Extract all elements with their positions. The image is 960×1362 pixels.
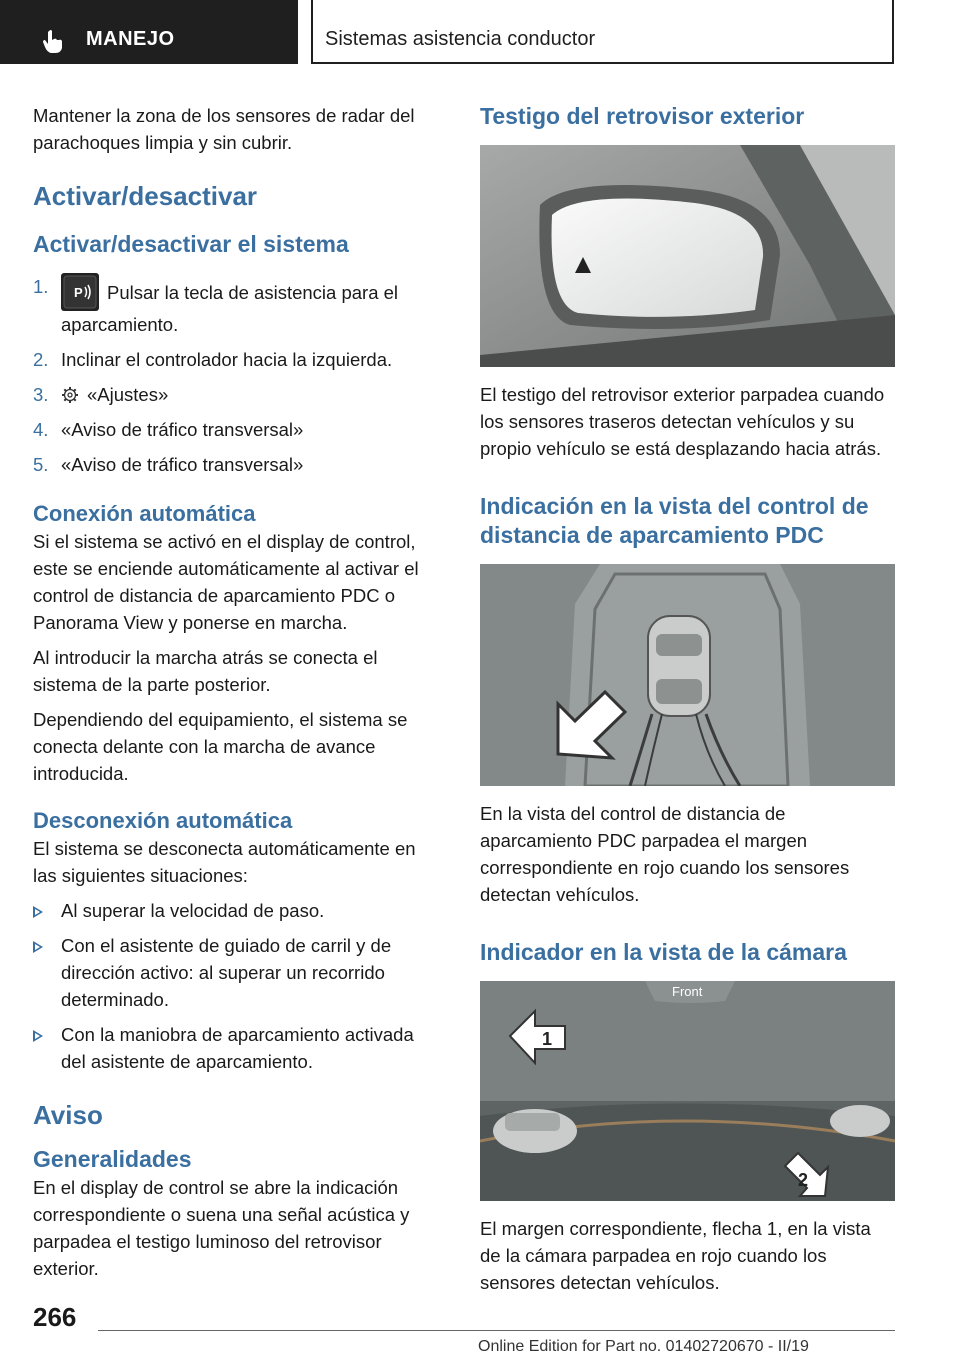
camara-paragraph: El margen correspondiente, flecha 1, en la vista de la cámara parpadea en rojo cuando los sensores detectan vehículos. bbox=[480, 1218, 871, 1293]
bullet-item: Al superar la velocidad de paso. bbox=[33, 897, 441, 924]
pdc-view-image bbox=[480, 564, 895, 786]
triangle-bullet-icon bbox=[33, 1030, 43, 1042]
testigo-paragraph: El testigo del retrovisor exterior parpadea cuando los sensores traseros detectan vehículos y su propio vehículo se está desplazando hacia atrás. bbox=[480, 384, 885, 459]
camera-view-image bbox=[480, 981, 895, 1201]
heading-conexion: Conexión automática bbox=[33, 501, 256, 526]
heading-activar-sistema: Activar/desactivar el sistema bbox=[33, 231, 349, 257]
svg-text:1: 1 bbox=[542, 1029, 553, 1049]
heading-camara: Indicador en la vista de la cámara bbox=[480, 939, 847, 965]
right-column bbox=[480, 102, 895, 1296]
step-item: 1. P Pulsar la tecla de asistencia para el aparcamiento. bbox=[33, 273, 441, 338]
section-title: MANEJO bbox=[86, 28, 175, 50]
heading-activar: Activar/desactivar bbox=[33, 181, 258, 211]
svg-text:2: 2 bbox=[798, 1170, 809, 1190]
heading-aviso: Aviso bbox=[33, 1100, 103, 1130]
parking-assist-key-icon bbox=[61, 273, 99, 311]
desconexion-paragraph: El sistema se desconecta automáticamente en las siguientes situaciones: bbox=[33, 838, 416, 886]
bullet-list bbox=[33, 897, 441, 1075]
step-item: 4. «Aviso de tráfico transversal» bbox=[33, 419, 304, 440]
camera-front-label: Front bbox=[672, 984, 703, 999]
step-item: 5. «Aviso de tráfico transversal» bbox=[33, 454, 304, 475]
conexion-paragraph-1: Si el sistema se activó en el display de control, este se enciende automáticamente al activar el control de distancia de aparcamiento PDC o Panorama View y ponerse en marcha. bbox=[33, 531, 419, 633]
footer-divider bbox=[98, 1330, 895, 1331]
svg-text:P: P bbox=[74, 285, 83, 300]
chapter-title: Sistemas asistencia conductor bbox=[325, 28, 596, 50]
page-number: 266 bbox=[33, 1302, 77, 1332]
header-chapter bbox=[311, 0, 894, 64]
bullet-item: Con el asistente de guiado de carril y de dirección activo: al superar un recorrido determinado. bbox=[33, 932, 441, 1013]
intro-text: Mantener la zona de los sensores de radar del parachoques limpia y sin cubrir. bbox=[33, 105, 415, 153]
heading-pdc: Indicación en la vista del control de distancia de aparcamiento PDC bbox=[480, 493, 869, 548]
heading-testigo: Testigo del retrovisor exterior bbox=[480, 103, 805, 129]
gear-icon bbox=[61, 386, 79, 404]
hand-pointer-icon bbox=[40, 28, 66, 54]
left-column bbox=[33, 102, 441, 1282]
pdc-paragraph: En la vista del control de distancia de aparcamiento PDC parpadea el margen correspondiente en rojo cuando los sensores detectan vehículos. bbox=[480, 803, 850, 905]
conexion-paragraph-2: Al introducir la marcha atrás se conecta el sistema de la parte posterior. bbox=[33, 647, 378, 695]
generalidades-paragraph: En el display de control se abre la indicación correspondiente o suena una señal acústica y parpadea el testigo luminoso del retrovisor exterior. bbox=[33, 1177, 410, 1279]
step-item: 2. Inclinar el controlador hacia la izquierda. bbox=[33, 349, 393, 370]
conexion-paragraph-3: Dependiendo del equipamiento, el sistema se conecta delante con la marcha de avance introducida. bbox=[33, 709, 408, 784]
triangle-bullet-icon bbox=[33, 941, 43, 953]
header-section-tab bbox=[0, 0, 298, 64]
mirror-indicator-image bbox=[480, 145, 895, 367]
bullet-item: Con la maniobra de aparcamiento activada del asistente de aparcamiento. bbox=[33, 1021, 441, 1075]
triangle-bullet-icon bbox=[33, 906, 43, 918]
step-item: 3. «Ajustes» bbox=[33, 384, 169, 405]
footer-edition: Online Edition for Part no. 01402720670 - II/19 bbox=[478, 1338, 809, 1355]
heading-generalidades: Generalidades bbox=[33, 1146, 192, 1172]
heading-desconexion: Desconexión automática bbox=[33, 808, 293, 833]
steps-list bbox=[33, 273, 441, 478]
